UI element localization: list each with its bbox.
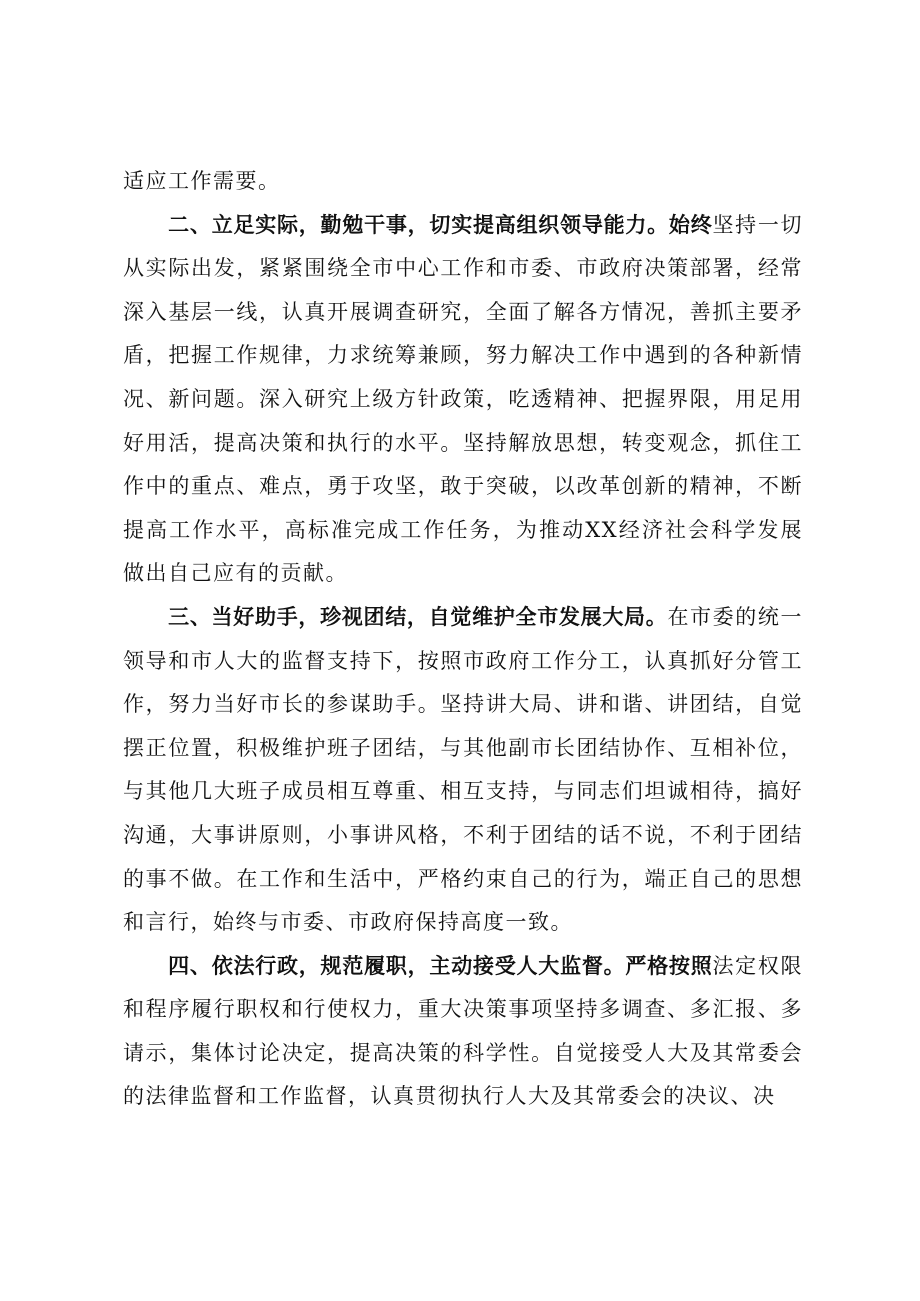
section-heading-2: 二、立足实际，勤勉干事，切实提高组织领导能力。始终 <box>168 212 713 237</box>
section-body-2: 坚持一切从实际出发，紧紧围绕全市中心工作和市委、市政府决策部署，经常深入基层一线，认真开展调查研究，全面了解各方情况，善抓主要矛盾，把握工作规律，力求统筹兼顾，努力解决工作中遇到的各种新情况、新问题。深入研究上级方针政策，吃透精神、把握界限，用足用好用活，提高决策和执行的水平。坚持解放思想，转变观念，抓住工作中的重点、难点，勇于攻坚，敢于突破，以改革创新的精神，不断提高工作水平，高标准完成工作任务，为推动XX经济社会科学发展做出自己应有的贡献。 <box>123 212 804 586</box>
section-paragraph-3 <box>123 596 803 945</box>
document-body <box>123 160 803 1119</box>
section-heading-3: 三、当好助手，珍视团结，自觉维护全市发展大局。 <box>168 604 668 629</box>
carryover-text: 适应工作需要。 <box>123 169 281 193</box>
section-body-3: 在市委的统一领导和市人大的监督支持下，按照市政府工作分工，认真抓好分管工作，努力当好市长的参谋助手。坚持讲大局、讲和谐、讲团结，自觉摆正位置，积极维护班子团结，与其他副市长团结协作、互相补位，与其他几大班子成员相互尊重、相互支持，与同志们坦诚相待，搞好沟通，大事讲原则，小事讲风格，不利于团结的话不说，不利于团结的事不做。在工作和生活中，严格约束自己的行为，端正自己的思想和言行，始终与市委、市政府保持高度一致。 <box>123 604 803 935</box>
section-paragraph-4 <box>123 945 803 1119</box>
carryover-paragraph <box>123 160 803 204</box>
section-heading-4: 四、依法行政，规范履职，主动接受人大监督。严格按照 <box>168 953 713 978</box>
section-body-4: 法定权限和程序履行职权和行使权力，重大决策事项坚持多调查、多汇报、多请示，集体讨论决定，提高决策的科学性。自觉接受人大及其常委会的法律监督和工作监督，认真贯彻执行人大及其常委会的决议、决 <box>123 953 804 1109</box>
section-paragraph-2 <box>123 204 803 596</box>
